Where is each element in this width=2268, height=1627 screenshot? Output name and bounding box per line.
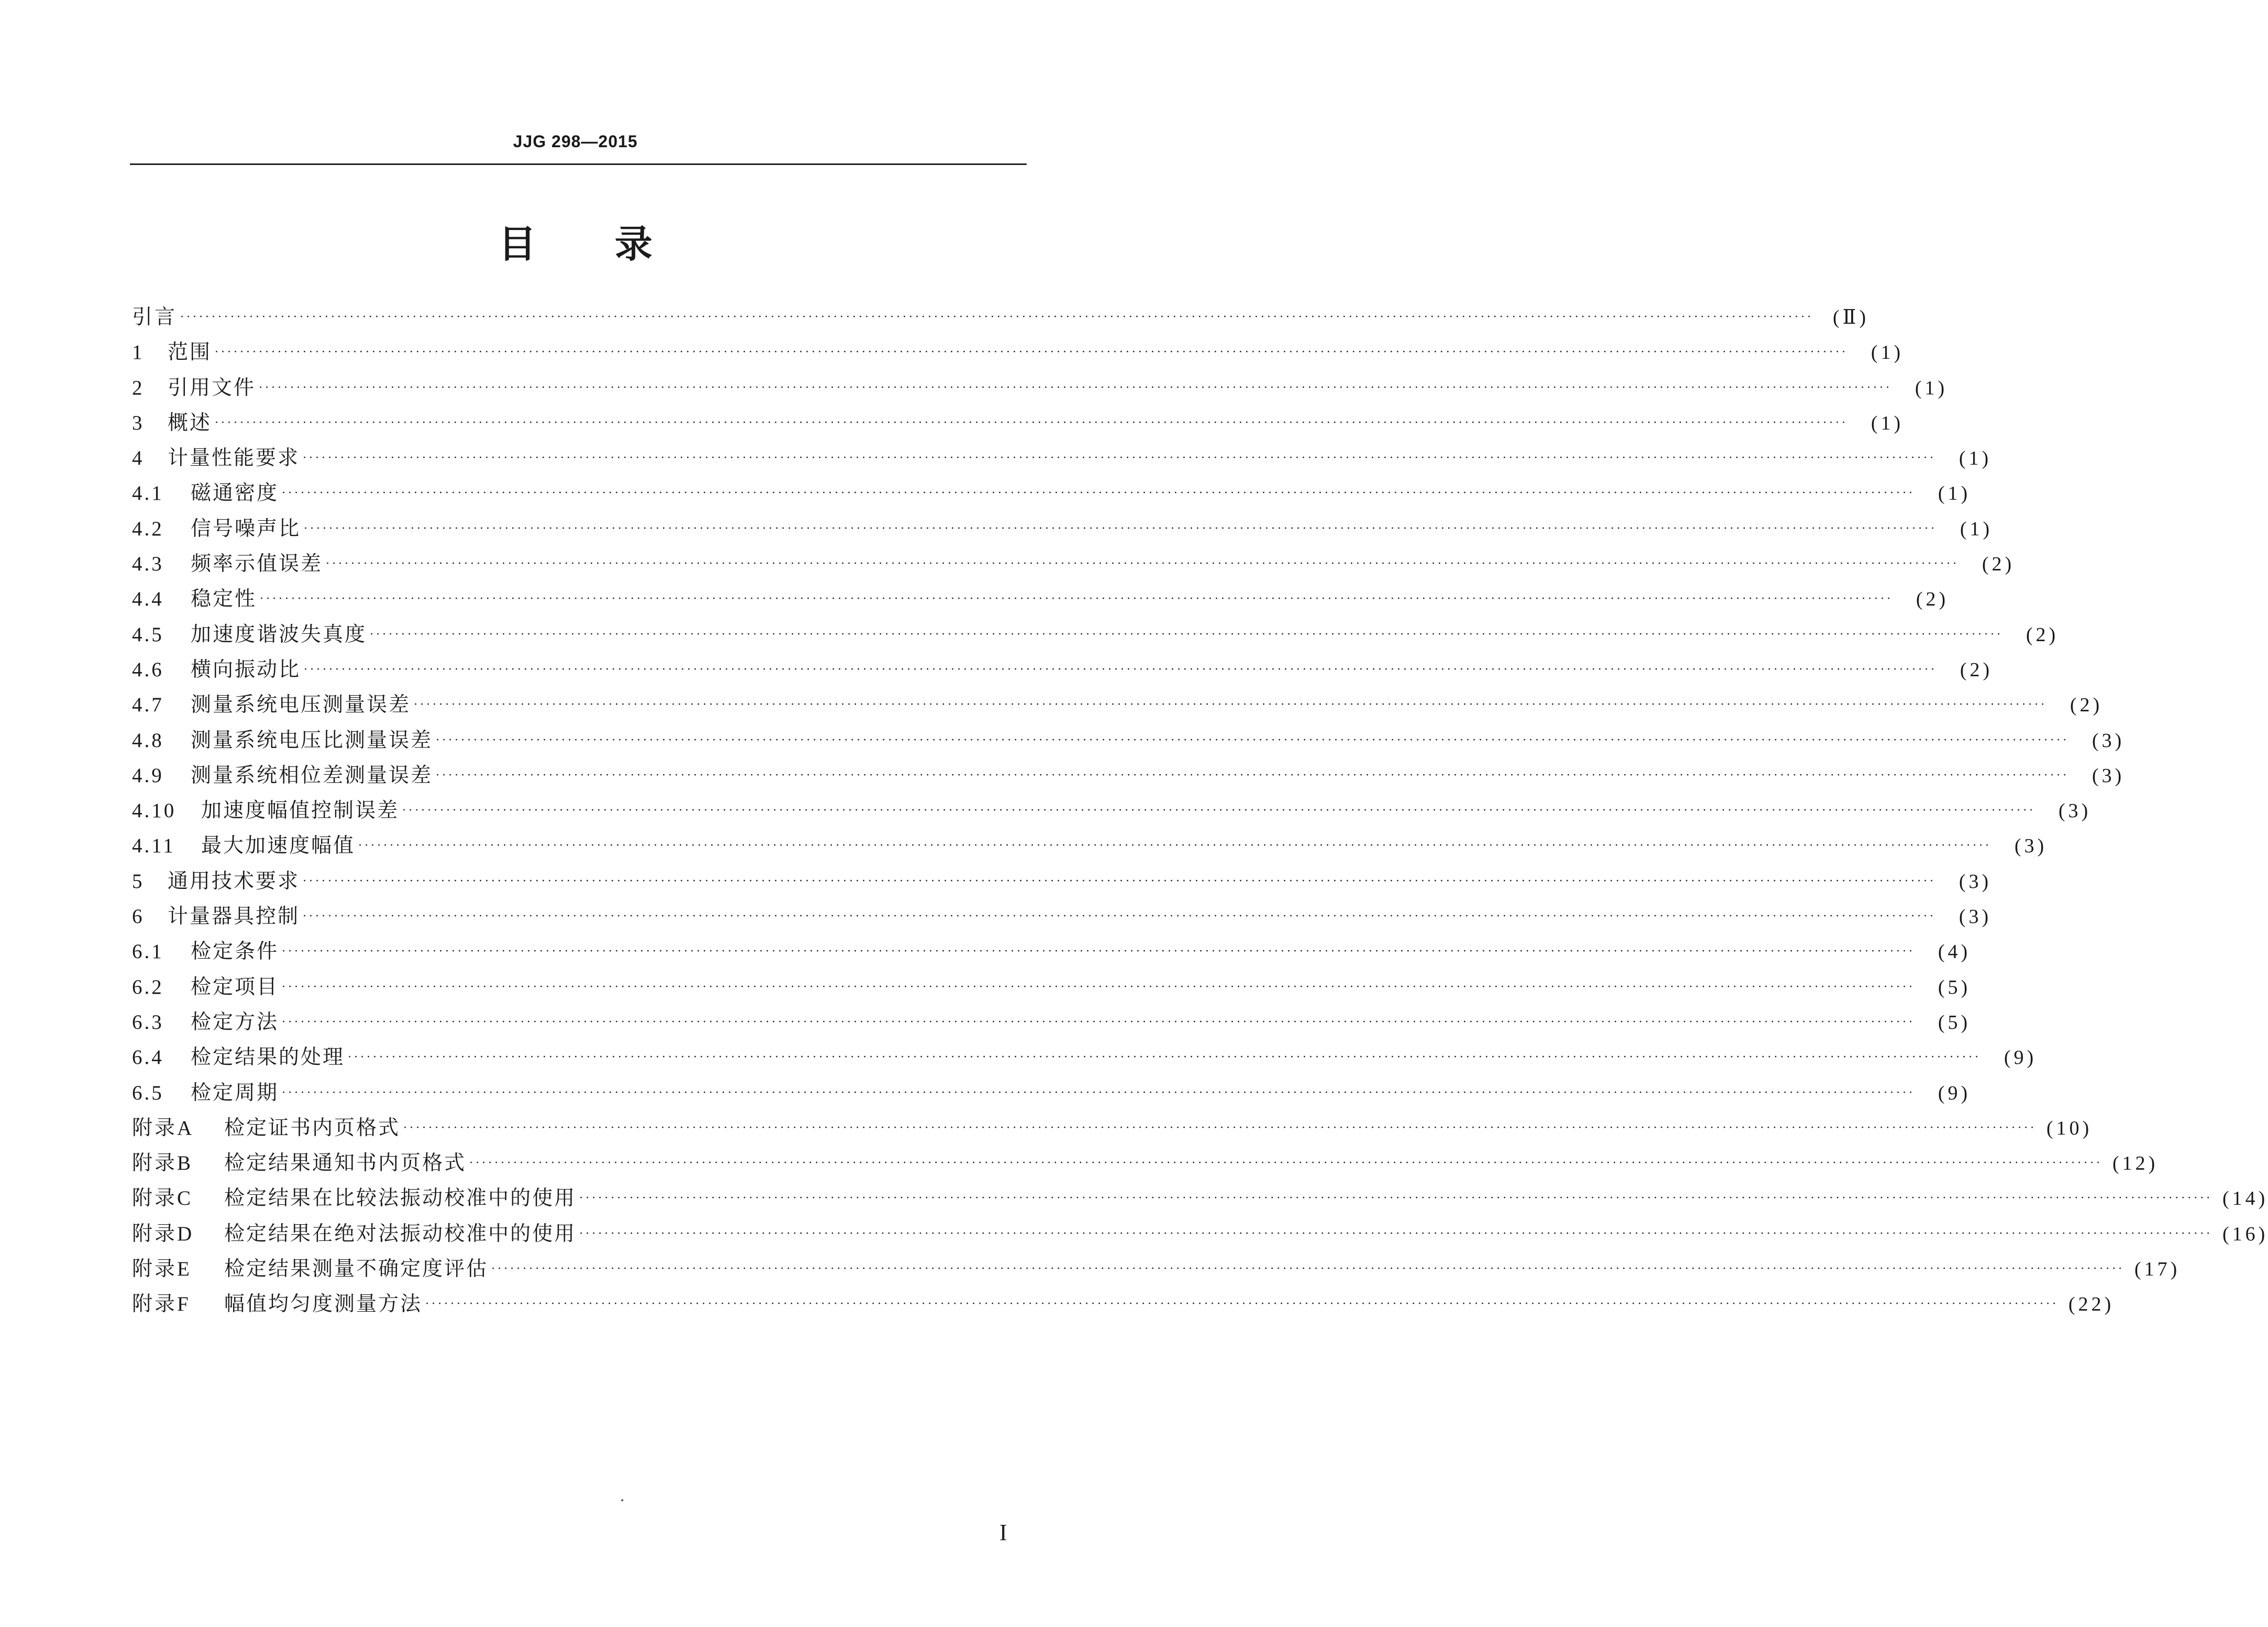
toc-entry-title: 通用技术要求 [168, 869, 300, 893]
toc-entry-title: 检定条件 [191, 940, 279, 964]
toc-entry-label [132, 582, 257, 612]
toc-entry-number: 附录F [132, 1293, 191, 1316]
toc-entry [132, 1076, 1971, 1112]
toc-entry-number: 6.5 [132, 1081, 164, 1104]
toc-entry-number: 4.6 [132, 658, 164, 681]
toc-entry-number: 4.10 [132, 799, 177, 822]
toc-entry-label [132, 406, 212, 436]
toc-entry-label [132, 1076, 279, 1106]
toc-entry-page: (1) [1937, 482, 1971, 505]
scan-speck [621, 1499, 623, 1501]
toc-entry-number: 6.3 [132, 1010, 164, 1034]
toc-entry-page: (1) [1959, 518, 1993, 540]
toc-entry-title: 检定结果通知书内页格式 [224, 1151, 467, 1175]
toc-entry [132, 971, 1971, 1006]
toc-entry-number: 附录D [132, 1222, 194, 1245]
toc-entry-number: 4 [132, 447, 145, 470]
toc-entry-title: 计量性能要求 [168, 446, 300, 470]
toc-dot-leader: ···································································································································································································································································· [303, 910, 1936, 924]
toc-dot-leader: ···································································································································································································································································· [358, 839, 1992, 853]
toc-entry-number: 4.11 [132, 834, 175, 858]
toc-entry-number: 2 [132, 376, 145, 399]
toc-entry [132, 1006, 1971, 1041]
toc-entry-page: (9) [1937, 1082, 1971, 1104]
toc-entry [132, 1217, 2268, 1252]
toc-entry-title: 测量系统电压测量误差 [191, 693, 411, 717]
toc-dot-leader: ···································································································································································································································································· [282, 1086, 1915, 1100]
header-rule [130, 163, 1027, 165]
toc-entry-label [132, 971, 279, 1000]
toc-entry-page: (3) [2091, 764, 2125, 787]
toc-entry [132, 688, 2103, 723]
toc-dot-leader: ···································································································································································································································································· [303, 874, 1936, 888]
toc-entry-page: (2) [2025, 623, 2059, 646]
toc-entry-label [132, 759, 433, 788]
toc-entry-label [132, 1147, 466, 1176]
toc-entry-label [132, 829, 355, 859]
page-title: 目录 [498, 222, 731, 266]
toc-entry-label [132, 512, 301, 542]
toc-entry-page: (1) [1914, 377, 1948, 399]
toc-entry-number: 4.4 [132, 588, 164, 611]
toc-dot-leader: ···································································································································································································································································· [579, 1192, 2213, 1205]
toc-dot-leader: ···································································································································································································································································· [402, 804, 2036, 818]
toc-dot-leader: ···································································································································································································································································· [282, 487, 1915, 500]
toc-entry [132, 371, 1948, 406]
toc-entry-number: 附录B [132, 1152, 193, 1175]
toc-entry-label [132, 477, 279, 506]
toc-entry-label [132, 618, 367, 647]
page-folio: I [999, 1520, 1007, 1545]
toc-dot-leader: ···································································································································································································································································· [282, 945, 1915, 959]
toc-entry-title: 最大加速度幅值 [201, 834, 356, 858]
toc-entry-number: 6 [132, 905, 145, 928]
toc-entry [132, 900, 1992, 935]
toc-entry-number: 1 [132, 341, 145, 364]
toc-entry-number: 附录E [132, 1258, 192, 1281]
table-of-contents [132, 301, 2268, 1323]
toc-entry-label [132, 301, 177, 330]
toc-entry [132, 406, 1904, 442]
toc-entry-page: (1) [1958, 447, 1992, 470]
toc-entry [132, 336, 1904, 371]
toc-entry-page: (5) [1937, 1011, 1971, 1034]
toc-dot-leader: ···································································································································································································································································· [215, 416, 1848, 430]
toc-entry-label [132, 794, 399, 823]
toc-entry-title: 检定结果在绝对法振动校准中的使用 [224, 1222, 577, 1246]
toc-entry [132, 618, 2059, 653]
toc-entry [132, 829, 2047, 864]
toc-entry-label [132, 1112, 400, 1141]
toc-entry-page: (12) [2112, 1152, 2159, 1175]
toc-entry-title: 检定项目 [191, 975, 279, 999]
toc-entry [132, 582, 1949, 618]
toc-entry [132, 794, 2091, 829]
toc-dot-leader: ···································································································································································································································································· [326, 557, 1959, 571]
toc-dot-leader: ···································································································································································································································································· [215, 346, 1848, 359]
toc-entry-page: (4) [1937, 941, 1971, 963]
toc-entry-page: (5) [1937, 976, 1971, 998]
toc-entry-page: (Ⅱ) [1833, 306, 1869, 328]
toc-entry [132, 442, 1992, 477]
toc-entry-number: 4.1 [132, 482, 164, 505]
toc-entry-title: 信号噪声比 [191, 516, 301, 541]
toc-entry [132, 935, 1971, 970]
toc-dot-leader: ···································································································································································································································································· [425, 1298, 2059, 1311]
toc-entry-page: (10) [2046, 1117, 2093, 1139]
toc-entry [132, 1147, 2159, 1182]
toc-dot-leader: ···································································································································································································································································· [304, 663, 1937, 676]
toc-entry [132, 865, 1992, 900]
toc-entry-page: (22) [2068, 1293, 2115, 1316]
toc-entry-label [132, 688, 411, 718]
toc-entry [132, 724, 2125, 759]
toc-dot-leader: ···································································································································································································································································· [282, 1015, 1915, 1029]
toc-entry-page: (9) [2003, 1047, 2037, 1069]
toc-entry-title: 范围 [168, 340, 212, 365]
toc-entry-page: (3) [2058, 800, 2091, 822]
toc-dot-leader: ···································································································································································································································································· [414, 698, 2047, 712]
toc-entry-title: 测量系统电压比测量误差 [191, 728, 433, 752]
toc-dot-leader: ···································································································································································································································································· [491, 1262, 2125, 1276]
toc-entry-label [132, 1252, 488, 1282]
toc-entry-number: 6.1 [132, 940, 164, 963]
standard-code-header: JJG 298—2015 [513, 132, 638, 151]
toc-entry-page: (2) [1915, 588, 1949, 611]
toc-dot-leader: ···································································································································································································································································· [303, 452, 1936, 465]
toc-entry-page: (3) [2014, 835, 2047, 858]
toc-entry-label [132, 1217, 576, 1247]
toc-entry-number: 4.3 [132, 553, 164, 576]
toc-entry-label [132, 1288, 422, 1317]
toc-entry-title: 频率示值误差 [191, 552, 323, 576]
toc-entry-page: (1) [1870, 412, 1904, 434]
toc-dot-leader: ···································································································································································································································································· [304, 522, 1937, 535]
toc-entry-number: 6.4 [132, 1046, 164, 1069]
toc-entry-page: (2) [1981, 553, 2015, 576]
toc-entry-title: 引用文件 [168, 376, 256, 400]
toc-entry [132, 1288, 2115, 1323]
toc-entry [132, 653, 1993, 688]
toc-entry-label [132, 1041, 345, 1070]
toc-entry-label [132, 935, 279, 964]
toc-entry-title: 测量系统相位差测量误差 [191, 763, 433, 787]
toc-entry-page: (14) [2222, 1188, 2268, 1210]
toc-entry-page: (2) [1959, 658, 1993, 681]
toc-entry-title: 检定结果在比较法振动校准中的使用 [224, 1186, 577, 1211]
toc-entry-page: (17) [2134, 1258, 2181, 1281]
toc-entry-number: 4.2 [132, 517, 164, 540]
toc-entry-label [132, 1182, 576, 1211]
toc-entry-number: 附录C [132, 1187, 193, 1210]
toc-entry-number: 4.9 [132, 764, 164, 787]
toc-entry [132, 1112, 2093, 1147]
toc-entry-number: 3 [132, 411, 145, 434]
toc-dot-leader: ···································································································································································································································································· [469, 1157, 2103, 1170]
toc-entry-title: 加速度幅值控制误差 [201, 799, 400, 823]
toc-entry-label [132, 1006, 279, 1035]
toc-entry-title: 检定周期 [191, 1081, 279, 1105]
toc-entry-page: (3) [1958, 870, 1992, 893]
toc-entry-title: 检定方法 [191, 1010, 279, 1034]
toc-entry-number: 4.7 [132, 694, 164, 717]
toc-entry [132, 547, 2015, 582]
toc-entry-title: 引言 [132, 305, 178, 329]
toc-entry-page: (3) [2091, 729, 2125, 752]
toc-entry-number: 4.8 [132, 729, 164, 752]
toc-dot-leader: ···································································································································································································································································· [348, 1051, 1981, 1064]
toc-entry-label [132, 653, 301, 683]
toc-dot-leader: ···································································································································································································································································· [370, 628, 2003, 641]
toc-dot-leader: ···································································································································································································································································· [436, 768, 2069, 782]
toc-entry [132, 759, 2125, 794]
toc-entry-title: 检定证书内页格式 [224, 1116, 401, 1140]
toc-entry-title: 检定结果的处理 [191, 1046, 345, 1070]
toc-entry-label [132, 371, 256, 401]
toc-dot-leader: ···································································································································································································································································· [436, 733, 2069, 747]
toc-entry-title: 加速度谐波失真度 [191, 622, 367, 646]
toc-entry-number: 5 [132, 870, 145, 893]
toc-dot-leader: ···································································································································································································································································· [403, 1121, 2037, 1135]
toc-entry-number: 6.2 [132, 975, 164, 998]
toc-entry-label [132, 336, 212, 365]
toc-entry-label [132, 547, 323, 577]
toc-entry-page: (16) [2222, 1223, 2268, 1245]
toc-entry-number: 附录A [132, 1116, 194, 1139]
toc-entry [132, 1252, 2181, 1288]
toc-entry-label [132, 865, 300, 894]
toc-dot-leader: ···································································································································································································································································· [579, 1227, 2213, 1240]
toc-entry-title: 横向振动比 [191, 657, 301, 681]
toc-entry-page: (1) [1870, 342, 1904, 364]
toc-entry-label [132, 442, 300, 471]
toc-entry-title: 幅值均匀度测量方法 [224, 1292, 423, 1316]
toc-entry-title: 概述 [168, 411, 212, 435]
toc-entry-label [132, 724, 433, 753]
toc-entry [132, 1182, 2268, 1217]
toc-dot-leader: ···································································································································································································································································· [180, 311, 1814, 324]
toc-entry-title: 检定结果测量不确定度评估 [224, 1257, 489, 1281]
toc-entry-title: 稳定性 [191, 587, 257, 611]
toc-dot-leader: ···································································································································································································································································· [260, 592, 1893, 606]
toc-entry-number: 4.5 [132, 623, 164, 646]
toc-dot-leader: ···································································································································································································································································· [282, 980, 1915, 994]
toc-entry-title: 磁通密度 [191, 481, 279, 505]
toc-entry [132, 512, 1993, 547]
toc-entry-page: (2) [2069, 694, 2103, 717]
toc-entry [132, 477, 1971, 512]
toc-dot-leader: ···································································································································································································································································· [259, 381, 1892, 394]
toc-entry-label [132, 900, 300, 929]
toc-entry [132, 301, 1869, 336]
toc-entry-page: (3) [1958, 906, 1992, 928]
toc-entry-title: 计量器具控制 [168, 905, 300, 929]
toc-entry [132, 1041, 2037, 1076]
